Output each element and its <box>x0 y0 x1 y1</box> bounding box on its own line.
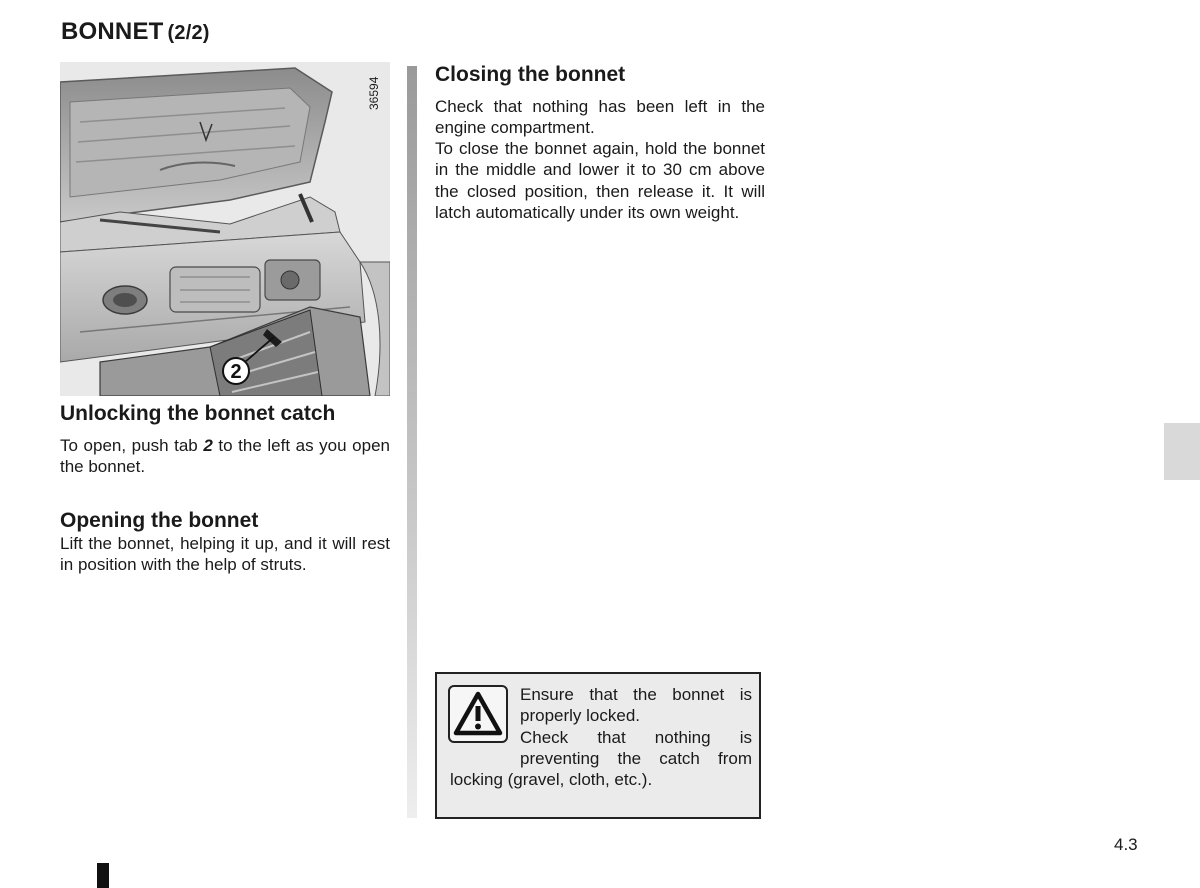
title-text: BONNET <box>61 18 164 45</box>
engine-bay-drawing <box>60 62 390 396</box>
warning-line-1: Ensure that the bonnet is properly locked. <box>520 685 752 726</box>
page-edge-mark <box>97 863 109 888</box>
callout-2: 2 <box>230 361 242 383</box>
unlock-text-before: To open, push tab <box>60 436 204 455</box>
page-number: 4.3 <box>1114 835 1138 854</box>
closing-text-2: To close the bonnet again, hold the bonnet in the middle and lower it to 30 cm above the closed position, then release it. It will latch automatically under its own weight. <box>435 139 765 222</box>
tab-reference: 2 <box>203 436 213 455</box>
engine-bay-illustration <box>60 62 390 396</box>
warning-line-2: Check that nothing is preventing the catch from locking (gravel, cloth, etc.). <box>450 727 752 790</box>
opening-text: Lift the bonnet, helping it up, and it will rest in position with the help of struts. <box>60 534 390 575</box>
title-suffix: (2/2) <box>167 22 210 44</box>
warning-text <box>450 684 752 790</box>
closing-heading: Closing the bonnet <box>435 63 626 86</box>
unlock-heading: Unlocking the bonnet catch <box>60 402 336 425</box>
opening-heading: Opening the bonnet <box>60 509 259 532</box>
chapter-tab <box>1164 423 1200 480</box>
unlock-text <box>60 435 390 478</box>
column-divider <box>407 66 417 818</box>
warning-box <box>435 672 761 819</box>
unlock-text-after: to the left as you open the bonnet. <box>60 436 390 477</box>
closing-text-1: Check that nothing has been left in the engine compartment. <box>435 97 765 138</box>
figure-code-text: 36594 <box>367 76 381 110</box>
page-title <box>61 18 210 46</box>
